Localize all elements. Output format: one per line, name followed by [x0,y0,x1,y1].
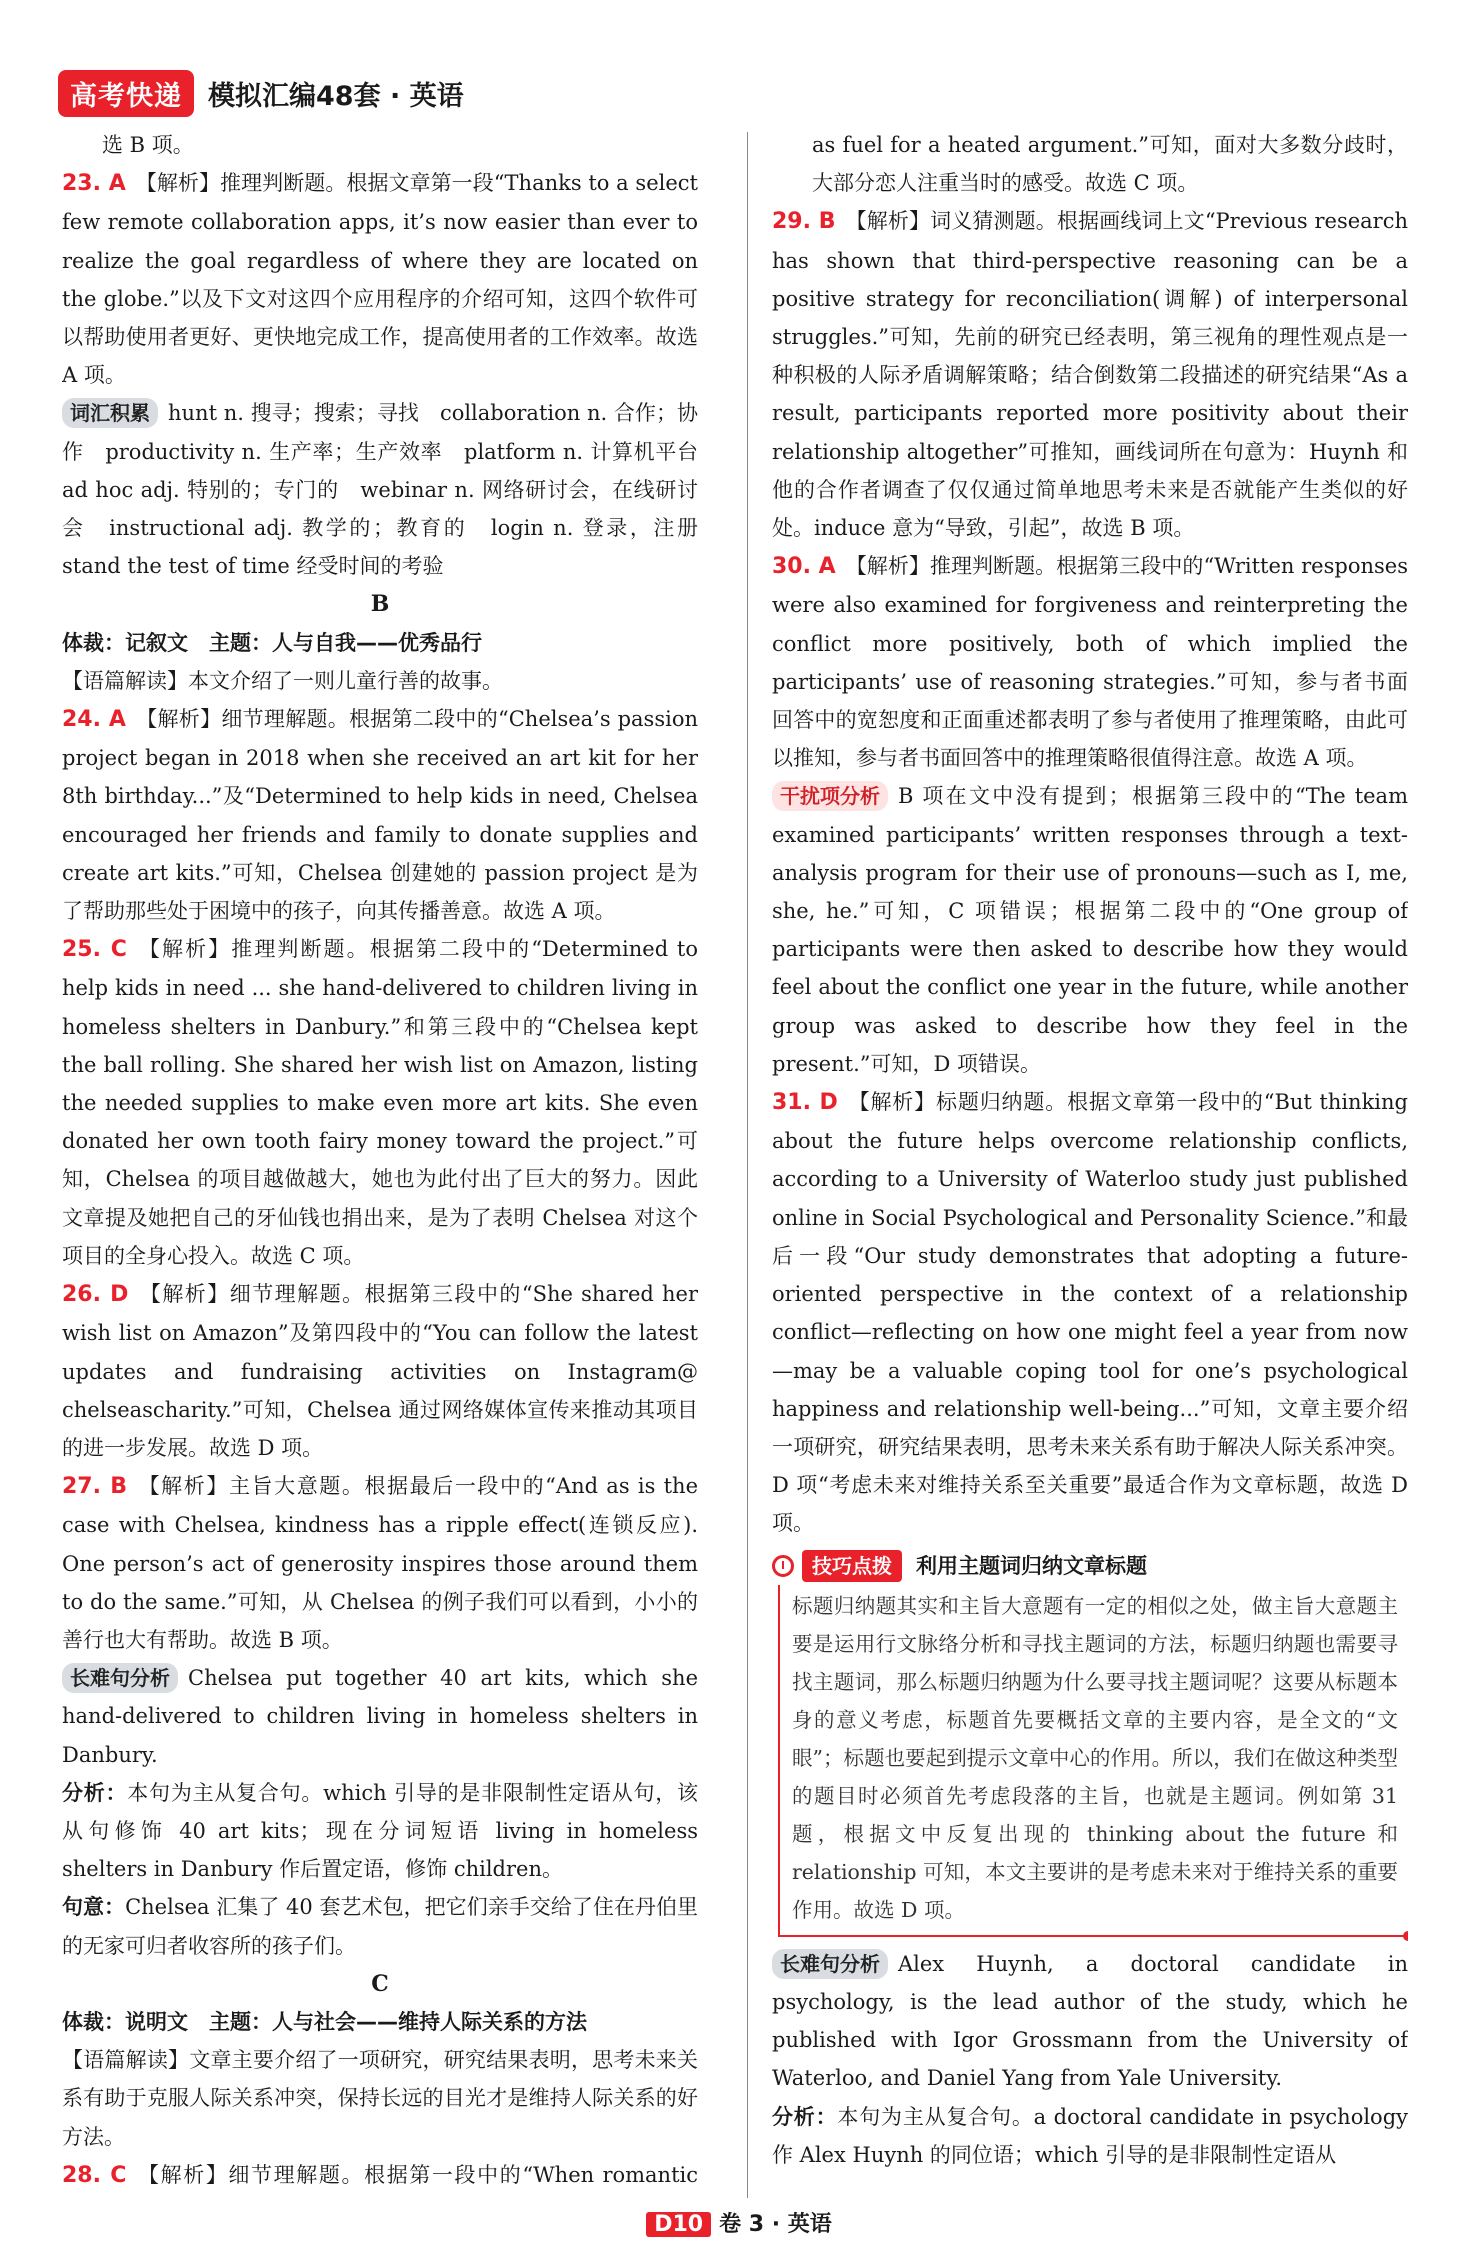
long-sentence-block [62,1659,698,1774]
answer-text: 【解析】细节理解题。根据第二段中的“Chelsea’s passion project began in 2018 when she received an art kit for her 8th birthday...”及“Determined to help kids in need, Chelsea encouraged her friends and family to donate supplies and create art kits.”可知，Chelsea 创建她的 passion project 是为了帮助那些处于困境中的孩子，向其传播善意。故选 A 项。 [62,707,698,924]
left-column [62,126,698,2186]
answer-text: 【解析】细节理解题。根据第三段中的“She shared her wish list on Amazon”及第四段中的“You can follow the latest updates and fundraising activities on Instagram@ chelseascharity.”可知，Chelsea 通过网络媒体宣传来推动其项目的进一步发展。故选 D 项。 [62,1282,698,1460]
long-sentence-text: Alex Huynh, a doctoral candidate in psychology, is the lead author of the study, which he published with Igor Grossmann from the University of Waterloo, and Daniel Yang from Yale University. [772,1951,1408,2091]
long-sentence-badge: 长难句分析 [772,1949,888,1979]
answer-text: 【解析】推理判断题。根据第三段中的“Written responses were also examined for forgiveness and reinterpreting the conflict more positively, both of which implied the participants’ use of reasoning strategies.”可知，参与者书面回答中的宽恕度和正面重述都表明了参与者使用了推理策略，由此可以推知，参与者书面回答中的推理策略很值得注意。故选 A 项。 [772,554,1408,771]
answer-text: 【解析】推理判断题。根据文章第一段“Thanks to a select few remote collaboration apps, it’s now easier than ever to realize the goal regardless of where they are located on the globe.”以及下文对这四个应用程序的介绍可知，这四个软件可以帮助使用者更好、更快地完成工作，提高使用者的工作效率。故选 A 项。 [62,171,698,388]
tip-text: 标题归纳题其实和主旨大意题有一定的相似之处，做主旨大意题主要是运用行文脉络分析和寻找主题词的方法，标题归纳题也需要寻找主题词，那么标题归纳题为什么要寻找主题词呢？这要从标题本身的意义考虑，标题首先要概括文章的主要内容，是全文的“文眼”；标题也要起到提示文章中心的作用。所以，我们在做这种类型的题目时必须首先考虑段落的主旨，也就是主题词。例如第 31 题，根据文中反复出现的 thinking about the future 和 relationship 可知，本文主要讲的是考虑未来对于维持关系的重要作用。故选 D 项。 [792,1593,1398,1922]
footer-label: 卷 3 · 英语 [719,2212,832,2237]
question-number: 31. D [772,1090,838,1116]
tip-badge: 技巧点拨 [802,1550,902,1582]
tip-box [778,1585,1408,1937]
tip-header [772,1547,1408,1585]
answer-text: 【解析】主旨大意题。根据最后一段中的“And as is the case with Chelsea, kindness has a ripple effect(连锁反应). One person’s act of generosity inspires those around them to do the same.”可知，从 Chelsea 的例子我们可以看到，小小的善行也大有帮助。故选 B 项。 [62,1474,698,1652]
analysis-text: 本句为主从复合句。a doctoral candidate in psychology 作 Alex Huynh 的同位语；which 引导的是非限制性定语从 [772,2104,1408,2167]
question-number: 26. D [62,1282,129,1308]
answer-28 [62,2156,698,2186]
page-number: D10 [646,2212,711,2237]
right-column [772,126,1408,2186]
distractor-block [772,777,1408,1083]
answer-text: 【解析】词义猜测题。根据画线词上文“Previous research has shown that third-perspective reasoning can be a positive strategy for reconciliation(调解) of interpersonal struggles.”可知，先前的研究已经表明，第三视角的理性观点是一种积极的人际矛盾调解策略；结合倒数第二段描述的研究结果“As a result, participants reported more positivity about their relationship altogether”可推知，画线词所在句意为：Huynh 和他的合作者调查了仅仅通过简单地思考未来是否就能产生类似的好处。induce 意为“导致，引起”，故选 B 项。 [772,209,1408,541]
distractor-text: B 项在文中没有提到；根据第三段中的“The team examined participants’ written responses through a text-analysis program for their use of pronouns—such as I, me, she, he.”可知，C 项错误；根据第二段中的“One group of participants were then asked to describe how they would feel about the conflict one year in the future, while another group was asked to describe how they feel in the present.”可知，D 项错误。 [772,784,1408,1076]
answer-27 [62,1467,698,1659]
question-number: 27. B [62,1474,127,1500]
answer-24 [62,700,698,930]
meaning-block [62,1888,698,1964]
section-genre: 体裁：说明文 主题：人与社会——维持人际关系的方法 [62,2009,587,2034]
carryover-line: 选 B 项。 [102,133,194,157]
section-letter-c: C [371,1970,389,1997]
long-sentence-text: Chelsea put together 40 art kits, which she hand-delivered to children living in homeless shelters in Danbury. [62,1666,698,1767]
answer-29 [772,202,1408,547]
series-title: 模拟汇编48套 · 英语 [208,80,464,112]
clock-icon [772,1555,794,1577]
answer-26 [62,1275,698,1467]
answer-text: 【解析】推理判断题。根据第二段中的“Determined to help kids in need ... she hand-delivered to children living in homeless shelters in Danbury.”和第三段中的“Chelsea kept the ball rolling. She shared her wish list on Amazon, listing the needed supplies to make even more art kits. She even donated her own tooth fairy money toward the project.”可知，Chelsea 的项目越做越大，她也为此付出了巨大的努力。因此文章提及她把自己的牙仙钱也捐出来，是为了表明 Chelsea 对这个项目的全身心投入。故选 C 项。 [62,937,698,1268]
analysis-block-2 [772,2098,1408,2174]
answer-25 [62,930,698,1275]
answer-text: 【解析】标题归纳题。根据文章第一段中的“But thinking about the future helps overcome relationship conflicts, according to a University of Waterloo study just published online in Social Psychological and Personality Science.”和最后一段“Our study demonstrates that adopting a future-oriented perspective in the context of a relationship conflict—reflecting on how one might feel a year from now—may be a valuable coping tool for one’s psychological happiness and relationship well-being...”可知，文章主要介绍一项研究，研究结果表明，思考未来关系有助于解决人际关系冲突。D 项“考虑未来对维持关系至关重要”最适合作为文章标题，故选 D 项。 [772,1090,1408,1536]
long-sentence-badge: 长难句分析 [62,1663,178,1693]
page-header [58,70,464,116]
analysis-block [62,1774,698,1889]
distractor-badge: 干扰项分析 [772,781,888,811]
section-genre: 体裁：记叙文 主题：人与自我——优秀品行 [62,630,482,655]
column-divider [747,132,748,2198]
vocab-badge: 词汇积累 [62,398,158,428]
question-number: 23. A [62,171,126,197]
analysis-label: 分析： [772,2103,838,2129]
meaning-text: Chelsea 汇集了 40 套艺术包，把它们亲手交给了住在丹伯里的无家可归者收容所的孩子们。 [62,1895,698,1958]
meaning-label: 句意： [62,1894,126,1920]
answer-28-continued: as fuel for a heated argument.”可知，面对大多数分歧时，大部分恋人注重当时的感受。故选 C 项。 [812,133,1408,196]
analysis-label: 分析： [62,1779,128,1805]
question-number: 25. C [62,937,127,963]
answer-text: 【解析】细节理解题。根据第一段中的“When romantic [136,2162,698,2186]
brand-logo: 高考快递 [58,70,194,117]
vocab-block [62,394,698,585]
section-summary: 【语篇解读】文章主要介绍了一项研究，研究结果表明，思考未来关系有助于克服人际关系冲突，保持长远的目光才是维持人际关系的好方法。 [62,2048,698,2149]
question-number: 29. B [772,209,836,235]
question-number: 24. A [62,707,126,733]
answer-31 [772,1083,1408,1542]
answer-23 [62,164,698,394]
page-footer [0,2207,1478,2238]
tip-title: 利用主题词归纳文章标题 [916,1553,1147,1578]
question-number: 30. A [772,554,836,580]
question-number: 28. C [62,2162,127,2186]
vocab-text: hunt n. 搜寻；搜索；寻找 collaboration n. 合作；协作 productivity n. 生产率；生产效率 platform n. 计算机平台 ad hoc adj. 特别的；专门的 webinar n. 网络研讨会，在线研讨会 instructional adj. 教学的；教育的 login n. 登录，注册 stand the test of time 经受时间的考验 [62,401,698,579]
long-sentence-block-2 [772,1945,1408,2098]
analysis-text: 本句为主从复合句。which 引导的是非限制性定语从句，该从句修饰 40 art kits；现在分词短语 living in homeless shelters in Danbury 作后置定语，修饰 children。 [62,1780,698,1882]
answer-30 [772,547,1408,777]
section-letter-b: B [370,591,390,618]
section-summary: 【语篇解读】本文介绍了一则儿童行善的故事。 [62,668,503,693]
